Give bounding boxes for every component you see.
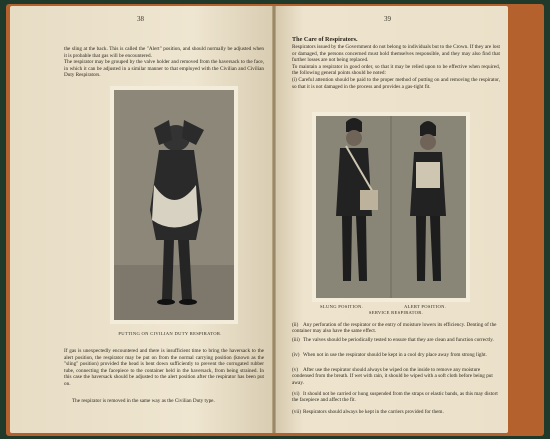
left-last-line: The respirator is removed in the same way as the Civilian Duty type. <box>72 398 215 404</box>
photo-caption-slung: SLUNG POSITION. <box>320 304 364 309</box>
photo-image-pair <box>316 116 466 298</box>
left-page-number: 38 <box>137 15 144 23</box>
list-item: (vi) It should not be carried or hung suspended from the straps or elastic bands, as this may distort the facepiece and affect the fit. <box>292 391 498 404</box>
list-item: (ii) Any perforation of the respirator or the entry of moisture lowers its efficiency. Denting of the container may also have the same effect. <box>292 322 497 335</box>
left-photo-caption: PUTTING ON CIVILIAN DUTY RESPIRATOR. <box>118 331 222 336</box>
list-item: (iii) The valves should be periodically tested to ensure that they are clean and function correctly. <box>292 337 494 343</box>
service-respirator-photo <box>312 112 470 302</box>
left-top-paragraph: the sling at the back. This is called the "Alert" position, and should normally be adjusted when it is probable that gas will be encountered. The respirator may be grouped by the valve holder and removed from the haversack to the face, in which it can be adjusted in a similar manner to that employed with the Civilian and Civilian Duty Respirators. <box>64 46 264 78</box>
man-putting-on-respirator-figure <box>114 90 234 320</box>
right-page-number: 39 <box>384 15 391 23</box>
photo-caption-service: SERVICE RESPIRATOR. <box>368 310 424 315</box>
right-intro-paragraph: Respirators issued by the Government do not belong to individuals but to the Crown. If they are lost or damaged, the persons concerned must hold themselves responsible, and they may also find that further losses are not being replaced. To maintain a respirator in good order, so that it may be relied upon to be effective when required, the following general points should be noted: (i) Careful attention should be paid to the proper method of putting on and removing the respirator, so that it is not damaged in the process and provides a gas-tight fit. <box>292 44 500 90</box>
right-page <box>276 6 508 433</box>
two-policemen-figure <box>316 116 466 298</box>
list-item: (v) After use the respirator should always be wiped on the inside to remove any moisture condensed from the breath. If wet with rain, it should be wiped with a soft cloth before being put away. <box>292 367 493 386</box>
photo-caption-alert: ALERT POSITION. <box>404 304 447 309</box>
photo-image <box>114 90 234 320</box>
section-heading: The Care of Respirators. <box>292 36 358 43</box>
civilian-duty-respirator-photo <box>110 86 238 324</box>
left-bottom-paragraph: If gas is unexpectedly encountered and there is insufficient time to bring the haversack to the alert position, the respirator may be put on from the normal carrying position (known as the "sling" position) provided the head is bent down sufficiently to prevent the corrugated rubber tube, connecting the facepiece to the container held in the haversack, from being strained. In this case the haversack should be adjusted to the alert position after the respirator has been put on. <box>64 348 264 387</box>
booklet <box>6 4 544 436</box>
left-page <box>10 6 272 433</box>
list-item: (vii) Respirators should always be kept in the carriers provided for them. <box>292 409 444 415</box>
list-item: (iv) When not in use the respirator should be kept in a cool dry place away from strong light. <box>292 352 487 358</box>
